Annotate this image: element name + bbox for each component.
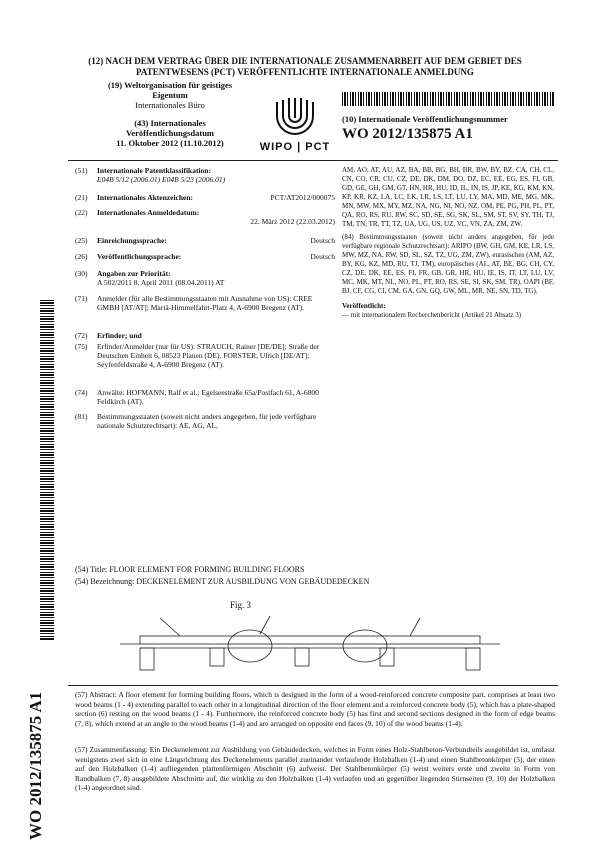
states-81-list: AM, AO, AT, AU, AZ, BA, BB, BG, BH, BR, BW, BY, BZ, CA, CH, CL, CN, CO, CR, CU, CZ, DE, DK, DM, DO, DZ, EC, EE, EG, ES, FI, GB, GD, GE, GH, GM, GT, HN, HR, HU, ID, IL, IN, IS, JP, KE, KG, KM, KN, KP, KR, KZ, LA, LC, LK, LR, LS, LT, LU, LY, MA, MD, ME, MG, MK, MN, MW, MX, MY, MZ, NA, NG, NI, NO, NZ, OM, PE, PG, PH, PL, PT, QA, RO, RS, RU, RW, SC, SD, SE, SG, SK, SL, SM, ST, SV, SY, TH, TJ, TM, TN, TR, TT, TZ, UA, UG, US, UZ, VC, VN, ZA, ZM, ZW.: [342, 166, 554, 228]
pub-date-label-2: Veröffentlichungsdatum: [126, 128, 214, 138]
pub-number-block: [342, 114, 554, 143]
header-line-1: (12) NACH DEM VERTRAG ÜBER DIE INTERNATIONALE ZUSAMMENARBEIT AUF DEM GEBIET DES: [88, 56, 522, 66]
wipo-logo-icon: [255, 96, 335, 136]
veroeffentlicht-text: — mit internationalem Recherchenbericht (Artikel 21 Absatz 3): [342, 311, 522, 319]
left-column: (51) Internationale Patentklassifikation: E04B 5/12 (2006.01) E04B 5/23 (2006.01) (21) Internationales Aktenzeichen: PCT/AT2012/000075 (22) Internationales Anmeldedatum: 22. März 2012 (22.03.2012) (25) Einreichungssprache: Deutsch (26) Veröffentlichungssprache: Deutsch (30) Angaben zur Priorität: A 502/2011 8. April 2011 (08.04.2011) AT (71) Anmelder (für alle Bestimmungsstaaten mit Ausnahme von US): CREE GMBH [AT/AT]; Mariä-Himmelfahrt-Platz 4, A-6900 Bregenz (AT). (72) Erfinder; und (75) Erfinder/Anmelder (nur für US): STRAUCH, Rainer [DE/DE]; Straße der Deutschen Einheit 6, 08523 Plauen (DE). FORSTER, Ulrich [DE/AT]; Seyfenfeldstraße 4, A-6900 Bregenz (AT). (74) Anwälte: HOFMANN, Ralf et al.; Egelseestraße 65a/Postfach 61, A-6800 Feldkirch (AT). (81) Bestimmungsstaaten (soweit nicht anders angegeben, für jede verfügbare nationale Schutzrechtsart): AE, AG, AL,: [75, 166, 335, 430]
wipo-logo: [255, 96, 335, 152]
org-label: (19) Weltorganisation für geistiges: [107, 80, 233, 90]
abstract-en: (57) Abstract: A floor element for forming building floors, which is designed in the form of a wood-reinforced concrete composite part, comprises at least two wood beams (1 - 4) extending parallel to each other in a longitudinal direction of the floor element and a reinforced concrete body (5), which has a plate-shaped section (6) resting on the wood beams (1 - 4). Furthermore, the reinforced concrete body (5) has first and second sections designed in the form of edge beams (7, 8), which extend at an angle to the wood beams (1-4) and are arranged on opposite end faces (9, 10) of the wood beams (1-4).: [75, 690, 555, 728]
side-barcode: [40, 300, 54, 640]
header-line-2: PATENTWESENS (PCT) VERÖFFENTLICHTE INTERNATIONALE ANMELDUNG: [136, 67, 474, 77]
pub-date-block: [90, 118, 250, 148]
pub-number-value: WO 2012/135875 A1: [342, 126, 473, 142]
figure-label: Fig. 3: [230, 600, 252, 610]
pub-date-label: (43) Internationales: [134, 118, 206, 128]
figure-3: [120, 600, 500, 680]
side-publication-number: WO 2012/135875 A1: [26, 691, 45, 840]
org-block: [95, 80, 245, 110]
pub-date-value: 11. Oktober 2012 (11.10.2012): [116, 138, 224, 148]
barcode: [342, 92, 554, 106]
wipo-logo-text: WIPO | PCT: [259, 141, 331, 153]
abstract-de: (57) Zusammenfassung: Ein Deckenelement zur Ausbildung von Gebäudedecken, welches in Form eines Holz-Stahlbeton-Verbundteils ausgebildet ist, umfasst wenigstens zwei sich in eine Längsrichtung des Deckenelements parallel zueinander verlaufende Holzbalken (1-4) und einen Stahlbetonkörper (5), der einen auf den Holzbalken (1-4) aufliegenden plattenförmigen Abschnitt (6) aufweist. Der Stahlbetonkörper (5) weist weiters erste und zweite in Form von Randbalken (7, 8) ausgebildete Abschnitte auf, die winklig zu den Holzbalken (1-4) verlaufen und an gegenüber liegenden Stirnseiten (9, 10) der Holzbalken (1-4) angeordnet sind.: [75, 745, 555, 792]
header-rule: [68, 160, 558, 161]
org-label-2: Eigentum: [152, 90, 188, 100]
titles-block: [75, 564, 555, 588]
abstract-rule: [68, 685, 558, 686]
org-sub: Internationales Büro: [135, 100, 205, 110]
floor-element-drawing: [120, 608, 500, 683]
veroeffentlicht-label: Veröffentlicht:: [342, 302, 386, 310]
concrete-plate-shape: [140, 636, 480, 644]
right-column: [342, 166, 554, 320]
states-84: (84) Bestimmungsstaaten (soweit nicht anders angegeben, für jede verfügbare regionale Schutzrechtsart): ARIPO (BW, GH, GM, KE, LR, LS, MW, MZ, NA, RW, SD, SL, SZ, TZ, UG, ZM, ZW), eurasisches (AM, AZ, BY, KG, KZ, MD, RU, TJ, TM), europäisches (AL, AT, BE, BG, CH, CY, CZ, DE, DK, EE, ES, FI, FR, GB, GR, HR, HU, IE, IS, IT, LT, LU, LV, MC, MK, MT, NL, NO, PL, PT, RO, RS, SE, SI, SK, SM, TR), OAPI (BF, BJ, CF, CG, CI, CM, GA, GN, GQ, GW, ML, MR, NE, SN, TD, TG).: [342, 233, 554, 295]
pub-number-label: (10) Internationale Veröffentlichungsnummer: [342, 114, 508, 124]
title-de: (54) Bezeichnung: DECKENELEMENT ZUR AUSBILDUNG VON GEBÄUDEDECKEN: [75, 577, 370, 586]
title-en: (54) Title: FLOOR ELEMENT FOR FORMING BUILDING FLOORS: [75, 565, 305, 574]
document-header: [70, 56, 540, 78]
